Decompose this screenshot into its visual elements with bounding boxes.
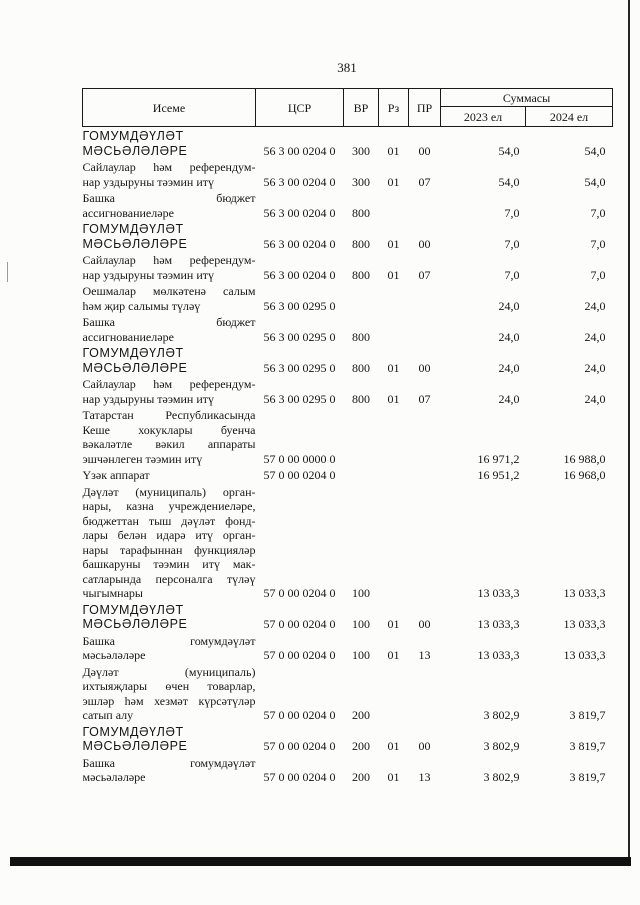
sum-2024-cell: 7,0 bbox=[590, 236, 606, 251]
pr-cell bbox=[409, 406, 441, 466]
csr-cell: 57 0 00 0204 0 bbox=[263, 708, 336, 722]
table-row bbox=[83, 344, 613, 375]
csr-cell: 56 3 00 0295 0 bbox=[263, 329, 336, 344]
item-name-cell bbox=[83, 158, 256, 189]
vr-cell: 800 bbox=[352, 391, 370, 406]
scan-margin-mark bbox=[7, 262, 8, 282]
item-name-line: Кеше хокуклары буенча bbox=[82, 422, 256, 437]
item-name-line: МӘСЬӘЛӘЛӘРЕ bbox=[82, 360, 188, 375]
vr-cell: 300 bbox=[352, 174, 370, 189]
csr-cell: 56 3 00 0295 0 bbox=[263, 360, 336, 375]
sum-2023-cell: 16 951,2 bbox=[477, 468, 520, 482]
vr-cell: 200 bbox=[352, 708, 370, 722]
pr-cell bbox=[409, 466, 441, 483]
table-header bbox=[83, 89, 613, 127]
sum-2023-cell: 7,0 bbox=[504, 205, 520, 220]
table-row bbox=[83, 601, 613, 632]
csr-cell: 56 3 00 0204 0 bbox=[263, 143, 336, 158]
sum-2024-cell: 7,0 bbox=[590, 205, 606, 220]
item-name-cell bbox=[83, 406, 256, 466]
item-name-line: ихтыяҗлары өчен товарлар, bbox=[82, 679, 256, 693]
header-vr: ВР bbox=[344, 89, 379, 127]
pr-cell: 07 bbox=[418, 174, 431, 189]
sum-2024-cell: 54,0 bbox=[584, 174, 606, 189]
header-rz: Рз bbox=[379, 89, 409, 127]
item-name-cell bbox=[83, 220, 256, 251]
item-name-line: һәм җир салымы түләү bbox=[82, 298, 201, 313]
csr-cell: 56 3 00 0295 0 bbox=[263, 298, 336, 313]
table-row bbox=[83, 313, 613, 344]
table-row bbox=[83, 466, 613, 483]
item-name-line: Сайлаулар һәм референдум- bbox=[82, 377, 256, 391]
pr-cell: 13 bbox=[418, 648, 431, 662]
rz-cell bbox=[379, 189, 409, 220]
csr-cell: 57 0 00 0204 0 bbox=[263, 617, 336, 631]
sum-2024-cell: 24,0 bbox=[584, 298, 606, 313]
item-name-line: ГОМУМДӘҮЛӘТ bbox=[82, 602, 184, 617]
rz-cell bbox=[379, 483, 409, 601]
item-name-cell bbox=[83, 313, 256, 344]
item-name-cell bbox=[83, 127, 256, 159]
item-name-cell bbox=[83, 663, 256, 723]
item-name-cell bbox=[83, 375, 256, 406]
csr-cell: 57 0 00 0204 0 bbox=[263, 586, 336, 600]
item-name-line: Башка гомумдәүләт bbox=[82, 755, 256, 770]
header-2024: 2024 ел bbox=[526, 107, 613, 127]
sum-2024-cell: 13 033,3 bbox=[563, 586, 606, 600]
table-row bbox=[83, 251, 613, 282]
item-name-line: нар уздыруны тәэмин итү bbox=[82, 391, 214, 406]
item-name-cell bbox=[83, 466, 256, 483]
header-sum: Суммасы bbox=[441, 89, 613, 107]
csr-cell: 57 0 00 0204 0 bbox=[263, 739, 336, 753]
vr-cell: 800 bbox=[352, 329, 370, 344]
sum-2023-cell: 24,0 bbox=[498, 329, 520, 344]
pr-cell: 00 bbox=[418, 360, 431, 375]
rz-cell bbox=[379, 282, 409, 313]
csr-cell: 56 3 00 0204 0 bbox=[263, 174, 336, 189]
scan-edge-right bbox=[628, 0, 630, 866]
pr-cell bbox=[409, 483, 441, 601]
header-csr: ЦСР bbox=[256, 89, 344, 127]
item-name-cell bbox=[83, 189, 256, 220]
sum-2024-cell: 7,0 bbox=[590, 267, 606, 282]
vr-cell: 100 bbox=[352, 586, 370, 600]
item-name-cell bbox=[83, 632, 256, 663]
csr-cell: 57 0 00 0204 0 bbox=[263, 770, 336, 784]
item-name-line: ассигнованиеләре bbox=[82, 329, 174, 344]
item-name-cell bbox=[83, 754, 256, 785]
sum-2023-cell: 3 802,9 bbox=[483, 739, 520, 753]
item-name-line: Дәүләт (муниципаль) орган- bbox=[82, 484, 256, 499]
table-row bbox=[83, 754, 613, 785]
sum-2024-cell: 3 819,7 bbox=[569, 770, 606, 784]
item-name-line: Башка гомумдәүләт bbox=[82, 633, 256, 648]
rz-cell: 01 bbox=[387, 617, 400, 631]
sum-2023-cell: 13 033,3 bbox=[477, 586, 520, 600]
vr-cell bbox=[344, 406, 379, 466]
vr-cell bbox=[344, 282, 379, 313]
pr-cell: 00 bbox=[418, 739, 431, 753]
csr-cell: 57 0 00 0204 0 bbox=[263, 468, 336, 482]
table-body bbox=[83, 127, 613, 785]
sum-2024-cell: 16 968,0 bbox=[563, 468, 606, 482]
sum-2023-cell: 16 971,2 bbox=[477, 451, 520, 466]
sum-2023-cell: 54,0 bbox=[498, 143, 520, 158]
csr-cell: 56 3 00 0295 0 bbox=[263, 391, 336, 406]
pr-cell bbox=[409, 282, 441, 313]
pr-cell: 13 bbox=[418, 770, 431, 784]
csr-cell: 56 3 00 0204 0 bbox=[263, 236, 336, 251]
item-name-line: ГОМУМДӘҮЛӘТ bbox=[82, 222, 184, 236]
vr-cell: 100 bbox=[352, 648, 370, 662]
item-name-line: ГОМУМДӘҮЛӘТ bbox=[82, 129, 184, 143]
sum-2023-cell: 24,0 bbox=[498, 391, 520, 406]
item-name-line: Сайлаулар һәм референдум- bbox=[82, 160, 256, 174]
item-name-line: МӘСЬӘЛӘЛӘРЕ bbox=[82, 236, 188, 251]
table-row bbox=[83, 127, 613, 159]
item-name-line: мәсьәләләре bbox=[82, 770, 146, 784]
table-row bbox=[83, 375, 613, 406]
item-name-line: МӘСЬӘЛӘЛӘРЕ bbox=[82, 739, 188, 753]
item-name-line: сатып алу bbox=[82, 708, 134, 722]
sum-2024-cell: 54,0 bbox=[584, 143, 606, 158]
sum-2023-cell: 54,0 bbox=[498, 174, 520, 189]
item-name-line: нары тарафыннан функцияләр bbox=[82, 542, 256, 557]
sum-2023-cell: 24,0 bbox=[498, 298, 520, 313]
item-name-line: нары, казна учреждениеләре, bbox=[82, 499, 256, 513]
csr-cell: 57 0 00 0000 0 bbox=[263, 451, 336, 466]
table-row bbox=[83, 663, 613, 723]
item-name-cell bbox=[83, 251, 256, 282]
item-name-cell bbox=[83, 483, 256, 601]
rz-cell: 01 bbox=[387, 360, 400, 375]
sum-2023-cell: 7,0 bbox=[504, 267, 520, 282]
page-number: 381 bbox=[337, 60, 357, 75]
sum-2023-cell: 24,0 bbox=[498, 360, 520, 375]
rz-cell: 01 bbox=[387, 739, 400, 753]
csr-cell: 56 3 00 0204 0 bbox=[263, 267, 336, 282]
sum-2024-cell: 3 819,7 bbox=[569, 708, 606, 722]
rz-cell: 01 bbox=[387, 174, 400, 189]
item-name-line: МӘСЬӘЛӘЛӘРЕ bbox=[82, 143, 188, 158]
sum-2024-cell: 13 033,3 bbox=[563, 648, 606, 662]
item-name-line: МӘСЬӘЛӘЛӘРЕ bbox=[82, 617, 188, 631]
budget-table bbox=[82, 88, 613, 785]
rz-cell: 01 bbox=[387, 143, 400, 158]
table-row bbox=[83, 220, 613, 251]
header-pr: ПР bbox=[409, 89, 441, 127]
pr-cell: 00 bbox=[418, 236, 431, 251]
item-name-line: эшләр һәм хезмәт күрсәтүләр bbox=[82, 693, 256, 708]
item-name-line: Үзәк аппарат bbox=[82, 468, 150, 482]
pr-cell: 00 bbox=[418, 143, 431, 158]
sum-2024-cell: 24,0 bbox=[584, 329, 606, 344]
item-name-line: ГОМУМДӘҮЛӘТ bbox=[82, 346, 184, 360]
item-name-line: вәкаләтле вәкил аппараты bbox=[82, 437, 256, 451]
rz-cell: 01 bbox=[387, 648, 400, 662]
table-row bbox=[83, 282, 613, 313]
sum-2023-cell: 3 802,9 bbox=[483, 770, 520, 784]
table-row bbox=[83, 189, 613, 220]
header-name: Исеме bbox=[83, 89, 256, 127]
pr-cell: 07 bbox=[418, 391, 431, 406]
vr-cell: 100 bbox=[352, 617, 370, 631]
sum-2024-cell: 24,0 bbox=[584, 391, 606, 406]
rz-cell bbox=[379, 406, 409, 466]
item-name-line: ассигнованиеләре bbox=[82, 205, 174, 220]
vr-cell: 200 bbox=[352, 739, 370, 753]
item-name-line: Дәүләт (муниципаль) bbox=[82, 664, 256, 679]
csr-cell: 56 3 00 0204 0 bbox=[263, 205, 336, 220]
rz-cell: 01 bbox=[387, 770, 400, 784]
item-name-line: Башка бюджет bbox=[82, 315, 256, 329]
vr-cell: 300 bbox=[352, 143, 370, 158]
header-2023: 2023 ел bbox=[441, 107, 526, 127]
item-name-line: мәсьәләләре bbox=[82, 648, 146, 662]
pr-cell bbox=[409, 313, 441, 344]
item-name-line: Сайлаулар һәм референдум- bbox=[82, 253, 256, 267]
item-name-line: эшчәнлеген тәэмин итү bbox=[82, 451, 203, 466]
scan-edge-bottom bbox=[10, 857, 631, 866]
rz-cell: 01 bbox=[387, 391, 400, 406]
vr-cell bbox=[344, 466, 379, 483]
pr-cell: 00 bbox=[418, 617, 431, 631]
item-name-line: Оешмалар мөлкәтенә салым bbox=[82, 284, 256, 298]
item-name-line: Башка бюджет bbox=[82, 191, 256, 205]
pr-cell bbox=[409, 189, 441, 220]
vr-cell: 200 bbox=[352, 770, 370, 784]
sum-2023-cell: 13 033,3 bbox=[477, 617, 520, 631]
pr-cell bbox=[409, 663, 441, 723]
vr-cell: 800 bbox=[352, 267, 370, 282]
rz-cell: 01 bbox=[387, 236, 400, 251]
csr-cell: 57 0 00 0204 0 bbox=[263, 648, 336, 662]
item-name-line: лары белән идарә итү орган- bbox=[82, 528, 256, 542]
table-row bbox=[83, 406, 613, 466]
item-name-line: сатларында персоналга түләү bbox=[82, 571, 256, 586]
sum-2024-cell: 16 988,0 bbox=[563, 451, 606, 466]
sum-2023-cell: 7,0 bbox=[504, 236, 520, 251]
rz-cell bbox=[379, 663, 409, 723]
table-row bbox=[83, 483, 613, 601]
table-row bbox=[83, 632, 613, 663]
pr-cell: 07 bbox=[418, 267, 431, 282]
vr-cell: 800 bbox=[352, 360, 370, 375]
item-name-line: бюджеттан тыш дәүләт фонд- bbox=[82, 513, 256, 528]
item-name-cell bbox=[83, 723, 256, 754]
item-name-cell bbox=[83, 282, 256, 313]
rz-cell bbox=[379, 313, 409, 344]
sum-2024-cell: 3 819,7 bbox=[569, 739, 606, 753]
item-name-line: чыгымнары bbox=[82, 586, 143, 600]
vr-cell: 800 bbox=[352, 236, 370, 251]
header-row bbox=[83, 89, 613, 107]
sum-2024-cell: 24,0 bbox=[584, 360, 606, 375]
table-row bbox=[83, 723, 613, 754]
item-name-line: башкаруны тәэмин итү мак- bbox=[82, 557, 256, 571]
item-name-cell bbox=[83, 344, 256, 375]
table-row bbox=[83, 158, 613, 189]
sum-2024-cell: 13 033,3 bbox=[563, 617, 606, 631]
sum-2023-cell: 13 033,3 bbox=[477, 648, 520, 662]
item-name-line: нар уздыруны тәэмин итү bbox=[82, 267, 214, 282]
sum-2023-cell: 3 802,9 bbox=[483, 708, 520, 722]
vr-cell: 800 bbox=[352, 205, 370, 220]
item-name-line: ГОМУМДӘҮЛӘТ bbox=[82, 724, 184, 739]
rz-cell bbox=[379, 466, 409, 483]
rz-cell: 01 bbox=[387, 267, 400, 282]
item-name-cell bbox=[83, 601, 256, 632]
item-name-line: Татарстан Республикасында bbox=[82, 408, 256, 422]
item-name-line: нар уздыруны тәэмин итү bbox=[82, 174, 214, 189]
